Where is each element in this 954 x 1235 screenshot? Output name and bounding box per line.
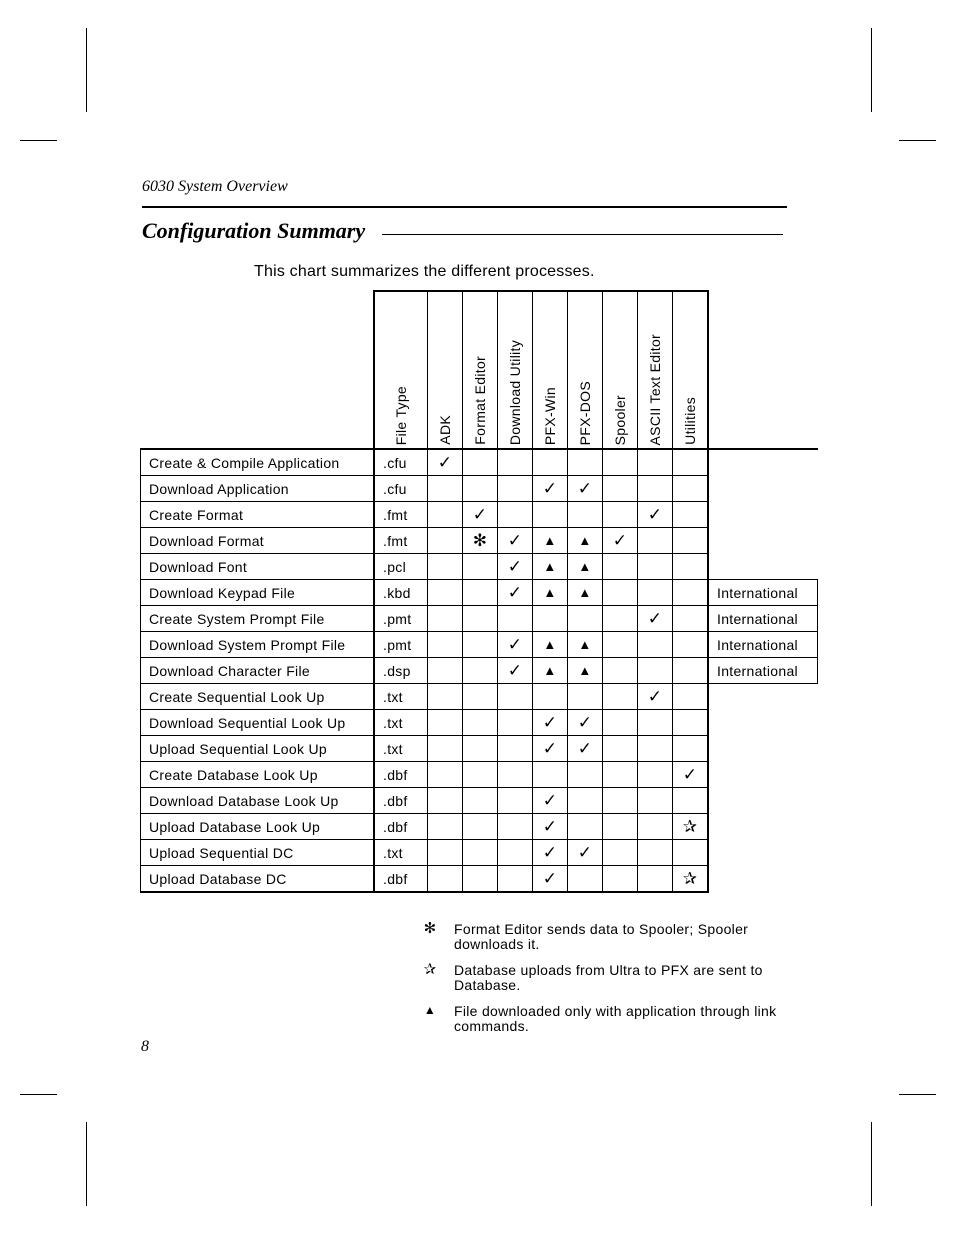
row-mark [568,866,603,893]
row-mark [463,814,498,840]
row-action: Create System Prompt File [141,606,375,632]
row-mark [673,502,709,528]
row-mark [428,658,463,684]
row-mark: ▲ [533,580,568,606]
row-mark: ✓ [638,606,673,632]
row-mark: ▲ [568,580,603,606]
row-mark [498,710,533,736]
row-mark [428,710,463,736]
row-mark: ✓ [533,814,568,840]
row-mark [638,814,673,840]
row-file-type: .cfu [374,476,428,502]
row-mark [603,476,638,502]
row-action: Download Font [141,554,375,580]
crop-mark [871,1122,872,1206]
row-mark: ✓ [533,476,568,502]
column-header-label: Spooler [612,394,628,445]
row-mark [603,684,638,710]
row-file-type: .dbf [374,814,428,840]
row-mark [428,866,463,893]
row-mark [603,658,638,684]
column-header-label: PFX-DOS [577,380,593,445]
row-mark: ✓ [533,788,568,814]
row-mark [603,788,638,814]
crop-mark [20,140,57,141]
legend-symbol: ▲ [423,1003,437,1017]
row-action: Download Sequential Look Up [141,710,375,736]
row-mark [673,736,709,762]
row-mark: ✓ [428,449,463,476]
column-header-label: Download Utility [507,339,523,445]
row-mark [638,788,673,814]
row-mark [603,449,638,476]
row-mark [428,736,463,762]
row-mark [673,528,709,554]
title-rule [382,234,783,235]
row-action: Download Format [141,528,375,554]
row-mark [568,788,603,814]
row-mark [428,476,463,502]
crop-mark [899,1094,936,1095]
table-row [141,710,818,736]
row-mark: ✓ [673,762,709,788]
row-file-type: .dbf [374,762,428,788]
row-note-empty [708,814,818,840]
row-mark [603,814,638,840]
table-row [141,606,818,632]
legend-text: File downloaded only with application through link commands. [454,1003,777,1034]
row-mark [673,658,709,684]
row-mark [463,788,498,814]
column-header-label: ADK [437,415,453,445]
row-note-empty [708,528,818,554]
row-file-type: .pmt [374,606,428,632]
row-file-type: .txt [374,840,428,866]
row-file-type: .dbf [374,866,428,893]
table-row [141,502,818,528]
row-file-type: .dsp [374,658,428,684]
row-mark [673,788,709,814]
legend-symbol: ✻ [423,920,437,937]
row-mark [638,580,673,606]
row-mark: ✓ [568,476,603,502]
row-note: International [708,580,818,606]
table-row [141,814,818,840]
column-header-label: ASCII Text Editor [647,333,663,445]
row-mark [603,606,638,632]
row-mark [673,554,709,580]
row-mark: ✓ [498,658,533,684]
row-file-type: .pcl [374,554,428,580]
row-action: Create Format [141,502,375,528]
crop-mark [86,1122,87,1206]
row-note-empty [708,710,818,736]
row-mark: ✻ [463,528,498,554]
table-row [141,554,818,580]
row-mark [428,840,463,866]
row-mark [673,840,709,866]
row-mark [603,580,638,606]
row-file-type: .cfu [374,449,428,476]
row-mark [428,554,463,580]
column-header [428,291,463,449]
row-note-empty [708,762,818,788]
row-mark: ▲ [568,554,603,580]
row-mark [428,528,463,554]
row-mark [638,632,673,658]
table-header-row [141,291,818,449]
row-note: International [708,632,818,658]
row-mark [428,606,463,632]
row-mark [533,449,568,476]
row-mark: ▲ [533,554,568,580]
row-mark [428,814,463,840]
table-row [141,762,818,788]
column-header [638,291,673,449]
row-mark [498,606,533,632]
row-mark [533,502,568,528]
row-mark [638,528,673,554]
row-mark: ✓ [568,710,603,736]
row-mark [568,449,603,476]
row-action: Create & Compile Application [141,449,375,476]
column-header [463,291,498,449]
column-header [603,291,638,449]
row-mark: ▲ [533,528,568,554]
row-mark [638,866,673,893]
row-mark [673,710,709,736]
row-mark: ▲ [533,658,568,684]
row-note-empty [708,840,818,866]
running-head: 6030 System Overview [142,178,288,195]
row-mark [638,554,673,580]
row-mark [463,580,498,606]
row-action: Upload Database DC [141,866,375,893]
row-mark [463,554,498,580]
row-action: Download Application [141,476,375,502]
table-row [141,736,818,762]
row-mark [463,606,498,632]
crop-mark [871,28,872,112]
row-action: Download Character File [141,658,375,684]
row-mark [638,476,673,502]
row-mark [568,762,603,788]
row-mark [603,866,638,893]
row-mark [463,684,498,710]
row-mark [463,476,498,502]
row-mark [638,736,673,762]
row-mark [498,840,533,866]
header-blank [141,291,375,449]
row-mark [568,502,603,528]
section-title: Configuration Summary [142,218,366,243]
row-mark [498,449,533,476]
row-mark: ▲ [568,632,603,658]
row-action: Download Database Look Up [141,788,375,814]
row-mark [428,580,463,606]
crop-mark [899,140,936,141]
row-note-empty [708,449,818,476]
row-mark [673,606,709,632]
row-mark [498,684,533,710]
row-mark [673,684,709,710]
row-mark: ✓ [498,580,533,606]
column-header-label: PFX-Win [542,386,558,445]
row-note: International [708,658,818,684]
intro-text: This chart summarizes the different processes. [254,263,595,280]
crop-mark [86,28,87,112]
row-mark: ✓ [498,528,533,554]
row-mark: ▲ [568,528,603,554]
row-note-empty [708,476,818,502]
row-file-type: .txt [374,736,428,762]
row-mark [568,814,603,840]
table-body [141,449,818,892]
row-file-type: .kbd [374,580,428,606]
row-mark: ✓ [568,840,603,866]
row-mark [673,476,709,502]
table-row [141,684,818,710]
row-mark [673,632,709,658]
row-mark: ✓ [498,632,533,658]
row-mark [428,788,463,814]
row-mark [428,684,463,710]
column-header-label: Format Editor [472,356,488,445]
legend-symbol: ✰ [423,961,437,978]
row-note: International [708,606,818,632]
row-mark [568,606,603,632]
table-row [141,658,818,684]
row-mark: ✓ [603,528,638,554]
table-row [141,449,818,476]
row-mark [638,710,673,736]
row-mark: ✓ [533,840,568,866]
row-mark [603,710,638,736]
column-header [673,291,709,449]
row-mark [498,502,533,528]
row-mark [498,736,533,762]
crop-mark [20,1094,57,1095]
row-mark [603,554,638,580]
row-mark [603,632,638,658]
row-mark [603,736,638,762]
row-mark [673,449,709,476]
row-file-type: .pmt [374,632,428,658]
row-mark [638,762,673,788]
table-row [141,580,818,606]
row-mark [533,762,568,788]
legend-text: Format Editor sends data to Spooler; Spooler downloads it. [454,921,749,952]
row-file-type: .fmt [374,528,428,554]
row-mark: ✓ [463,502,498,528]
row-mark: ✓ [638,684,673,710]
row-mark [498,866,533,893]
table-row [141,632,818,658]
column-header [498,291,533,449]
row-action: Download System Prompt File [141,632,375,658]
row-mark [463,710,498,736]
row-mark [498,762,533,788]
column-header-label: File Type [393,385,409,445]
row-mark: ✓ [533,710,568,736]
row-mark [463,736,498,762]
row-file-type: .dbf [374,788,428,814]
row-mark [533,606,568,632]
column-header [374,291,428,449]
row-note-empty [708,866,818,893]
column-header [568,291,603,449]
row-mark [673,580,709,606]
legend-text: Database uploads from Ultra to PFX are sent to Database. [454,962,763,993]
row-mark [463,840,498,866]
column-header-label: Utilities [682,397,698,445]
row-action: Create Database Look Up [141,762,375,788]
row-mark [498,814,533,840]
row-mark [568,684,603,710]
row-mark [603,840,638,866]
header-blank [708,291,818,449]
row-mark: ✓ [533,736,568,762]
table-row [141,528,818,554]
configuration-table [140,290,818,893]
page-number: 8 [141,1038,149,1055]
row-mark [638,840,673,866]
row-mark [428,762,463,788]
row-note-empty [708,554,818,580]
row-action: Upload Sequential DC [141,840,375,866]
table-row [141,476,818,502]
row-mark [533,684,568,710]
row-mark [428,632,463,658]
row-mark: ✓ [638,502,673,528]
row-note-empty [708,684,818,710]
row-mark [463,866,498,893]
row-mark [498,476,533,502]
column-header [533,291,568,449]
row-note-empty [708,788,818,814]
row-action: Create Sequential Look Up [141,684,375,710]
row-mark: ✓ [498,554,533,580]
table-row [141,788,818,814]
row-file-type: .txt [374,710,428,736]
row-mark [463,632,498,658]
row-mark: ▲ [568,658,603,684]
row-mark [638,449,673,476]
row-mark [463,658,498,684]
row-mark [498,788,533,814]
row-mark: ✰ [673,866,709,893]
row-file-type: .txt [374,684,428,710]
row-mark [463,449,498,476]
row-mark: ✓ [568,736,603,762]
row-mark: ▲ [533,632,568,658]
row-mark [603,502,638,528]
row-mark: ✰ [673,814,709,840]
row-action: Upload Database Look Up [141,814,375,840]
row-action: Upload Sequential Look Up [141,736,375,762]
row-mark [603,762,638,788]
table-row [141,866,818,893]
row-mark [638,658,673,684]
header-rule [142,206,787,208]
row-note-empty [708,502,818,528]
row-note-empty [708,736,818,762]
table-row [141,840,818,866]
row-mark [463,762,498,788]
row-mark: ✓ [533,866,568,893]
row-action: Download Keypad File [141,580,375,606]
row-mark [428,502,463,528]
row-file-type: .fmt [374,502,428,528]
